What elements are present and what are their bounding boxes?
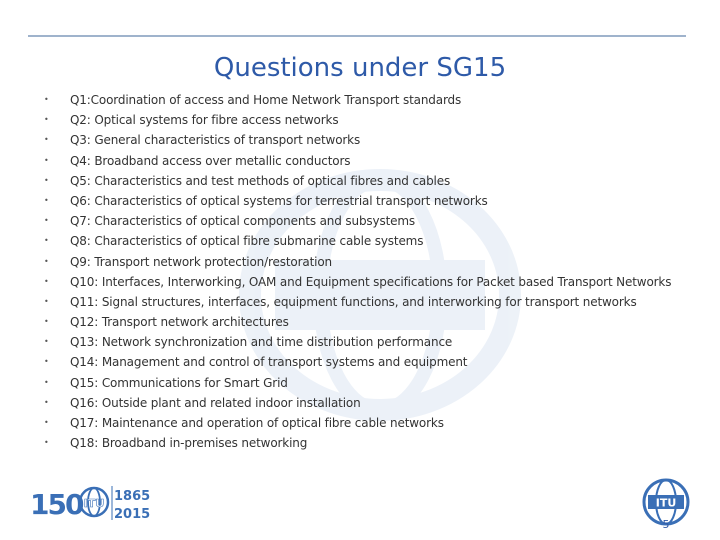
bullet-icon: • [44,195,49,205]
bullet-icon: • [44,236,49,246]
question-text: Q17: Maintenance and operation of optical fibre cable networks [70,416,444,430]
question-text: Q12: Transport network architectures [70,315,289,330]
question-text: Q5: Characteristics and test methods of optical fibres and cables [70,173,451,188]
question-text: Q4: Broadband access over metallic conductors [70,153,351,168]
question-text: Q15: Communications for Smart Grid [70,375,288,390]
question-text: Q3: General characteristics of transport networks [70,133,361,148]
bullet-icon: • [44,256,49,266]
svg-text:150: 150 [30,488,83,521]
question-text: Q13: Network synchronization and time distribution performance [70,335,453,350]
svg-text:1865: 1865 [114,489,151,504]
question-text: Q7: Characteristics of optical components and subsystems [70,214,416,229]
question-text: Q11: Signal structures, interfaces, equipment functions, and interworking for transport networks [70,294,637,309]
svg-text:ITU: ITU [655,496,677,510]
slide-number: 5 [662,518,670,531]
bullet-icon: • [44,337,49,347]
bullet-icon: • [44,95,49,104]
bullet-icon: • [44,296,49,306]
itu-150-anniversary-logo [30,482,151,526]
bullet-icon: • [44,397,49,407]
question-text: Q9: Transport network protection/restoration [70,254,332,269]
bullet-icon: • [44,175,49,185]
top-divider [28,35,686,37]
bullet-icon: • [44,377,49,387]
question-text: Q14: Management and control of transport systems and equipment [70,355,468,370]
bullet-icon: • [44,216,49,226]
bullet-icon: • [44,135,49,145]
question-text: Q18: Broadband in-premises networking [70,436,308,451]
slide-title: Questions under SG15 [213,53,507,83]
question-text: Q1:Coordination of access and Home Network Transport standards [70,93,462,107]
bullet-icon: • [44,115,49,125]
svg-text:2015: 2015 [114,507,151,522]
question-text: Q8: Characteristics of optical fibre submarine cable systems [70,234,424,249]
question-text: Q16: Outside plant and related indoor installation [70,395,361,410]
bullet-icon: • [44,317,49,327]
bullet-icon: • [44,418,49,427]
svg-text:ITU: ITU [83,497,105,510]
question-text: Q2: Optical systems for fibre access networks [70,113,339,128]
bullet-icon: • [44,155,49,165]
question-text: Q6: Characteristics of optical systems for terrestrial transport networks [70,193,488,208]
bullet-icon: • [44,276,49,286]
question-text: Q10: Interfaces, Interworking, OAM and Equipment specifications for Packet based Transport Networks [70,274,672,289]
bullet-icon: • [44,438,49,448]
bullet-icon: • [44,357,49,367]
